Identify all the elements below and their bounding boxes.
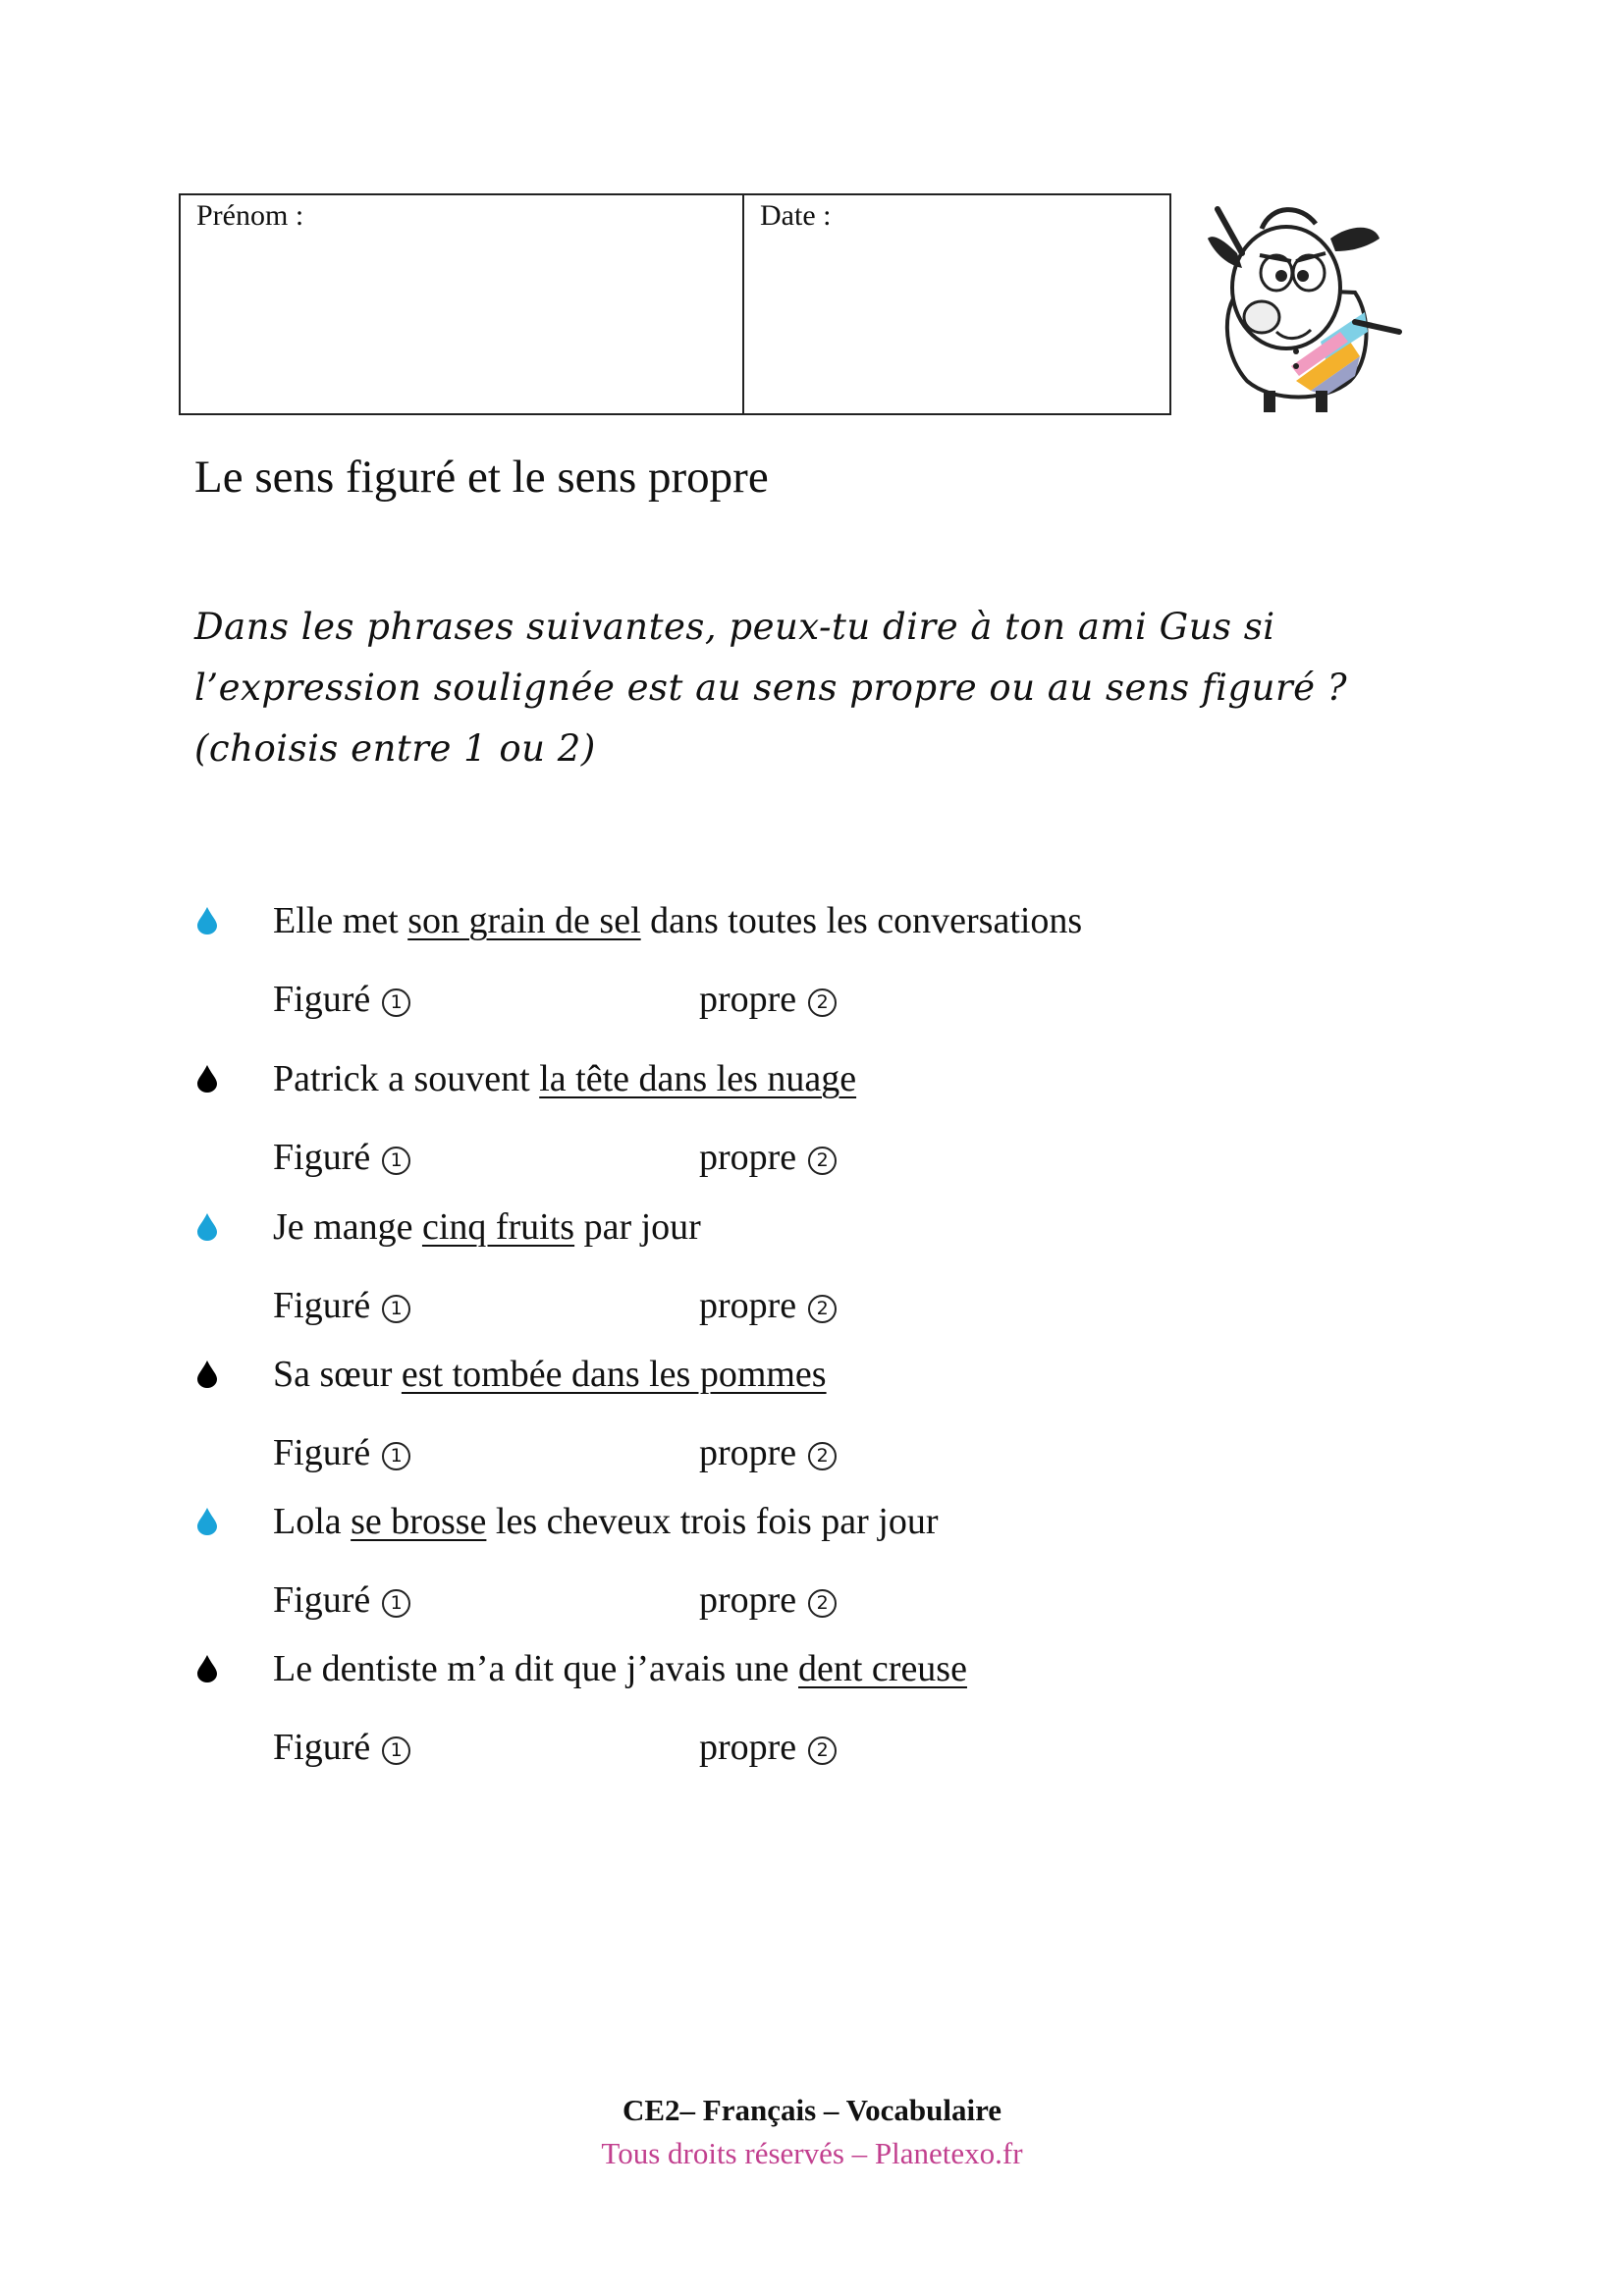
circled-1-icon: 1 (382, 1295, 410, 1323)
circled-1-icon: 1 (382, 1442, 410, 1470)
underlined-expression: cinq fruits (421, 1206, 575, 1248)
choice-figure[interactable]: Figuré 1 (273, 978, 699, 1021)
exercise-sentence: Elle met son grain de sel dans toutes les conversations (273, 900, 1083, 941)
underlined-expression: la tête dans les nuage (539, 1058, 857, 1099)
footer-subject: CE2– Français – Vocabulaire (622, 2093, 1002, 2127)
instructions-line-1: Dans les phrases suivantes, peux-tu dire à ton ami Gus si (194, 606, 1275, 648)
choice-propre[interactable]: propre 2 (699, 1284, 837, 1327)
choices-row (273, 1726, 837, 1769)
student-info-box (179, 193, 1171, 415)
choices-row (273, 978, 837, 1021)
choice-figure[interactable]: Figuré 1 (273, 1136, 699, 1179)
drop-bullet-icon (196, 1508, 218, 1535)
circled-2-icon: 2 (808, 1442, 837, 1470)
page-title: Le sens figuré et le sens propre (194, 452, 769, 503)
exercise-sentence: Je mange cinq fruits par jour (273, 1206, 701, 1248)
circled-2-icon: 2 (808, 1147, 837, 1175)
date-label: Date : (760, 199, 832, 232)
circled-1-icon: 1 (382, 988, 410, 1017)
drop-bullet-icon (196, 1065, 218, 1093)
exercise-sentence: Le dentiste m’a dit que j’avais une dent creuse (273, 1648, 967, 1689)
choice-propre[interactable]: propre 2 (699, 1726, 837, 1769)
choice-figure[interactable]: Figuré 1 (273, 1578, 699, 1622)
choice-propre[interactable]: propre 2 (699, 1136, 837, 1179)
drop-bullet-icon (196, 907, 218, 934)
instructions-line-2: l’expression soulignée est au sens propre ou au sens figuré ? (194, 667, 1348, 709)
choice-propre[interactable]: propre 2 (699, 1578, 837, 1622)
instructions-line-3: (choisis entre 1 ou 2) (194, 727, 596, 770)
instructions (194, 597, 1461, 779)
circled-1-icon: 1 (382, 1736, 410, 1765)
circled-2-icon: 2 (808, 1736, 837, 1765)
drop-bullet-icon (196, 1655, 218, 1682)
exercise-sentence: Lola se brosse les cheveux trois fois par jour (273, 1501, 939, 1542)
underlined-expression: se brosse (351, 1501, 487, 1542)
choices-row (273, 1431, 837, 1474)
drop-bullet-icon (196, 1213, 218, 1241)
exercise-sentence: Patrick a souvent la tête dans les nuage (273, 1058, 857, 1099)
circled-2-icon: 2 (808, 988, 837, 1017)
circled-1-icon: 1 (382, 1589, 410, 1618)
underlined-expression: dent creuse (798, 1648, 967, 1689)
choice-figure[interactable]: Figuré 1 (273, 1726, 699, 1769)
name-field[interactable] (181, 195, 744, 413)
circled-2-icon: 2 (808, 1589, 837, 1618)
choices-row (273, 1578, 837, 1622)
choice-figure[interactable]: Figuré 1 (273, 1284, 699, 1327)
drop-bullet-icon (196, 1361, 218, 1388)
choices-row (273, 1284, 837, 1327)
underlined-expression: son grain de sel (407, 900, 641, 941)
exercise-sentence: Sa sœur est tombée dans les pommes (273, 1354, 827, 1395)
circled-2-icon: 2 (808, 1295, 837, 1323)
choices-row (273, 1136, 837, 1179)
choice-propre[interactable]: propre 2 (699, 1431, 837, 1474)
date-field[interactable] (744, 195, 1169, 413)
name-label: Prénom : (196, 199, 304, 232)
footer-copyright: Tous droits réservés – Planetexo.fr (601, 2136, 1023, 2170)
choice-propre[interactable]: propre 2 (699, 978, 837, 1021)
circled-1-icon: 1 (382, 1147, 410, 1175)
underlined-expression: est tombée dans les pommes (401, 1354, 827, 1395)
gus-mascot-icon (1203, 194, 1414, 415)
choice-figure[interactable]: Figuré 1 (273, 1431, 699, 1474)
